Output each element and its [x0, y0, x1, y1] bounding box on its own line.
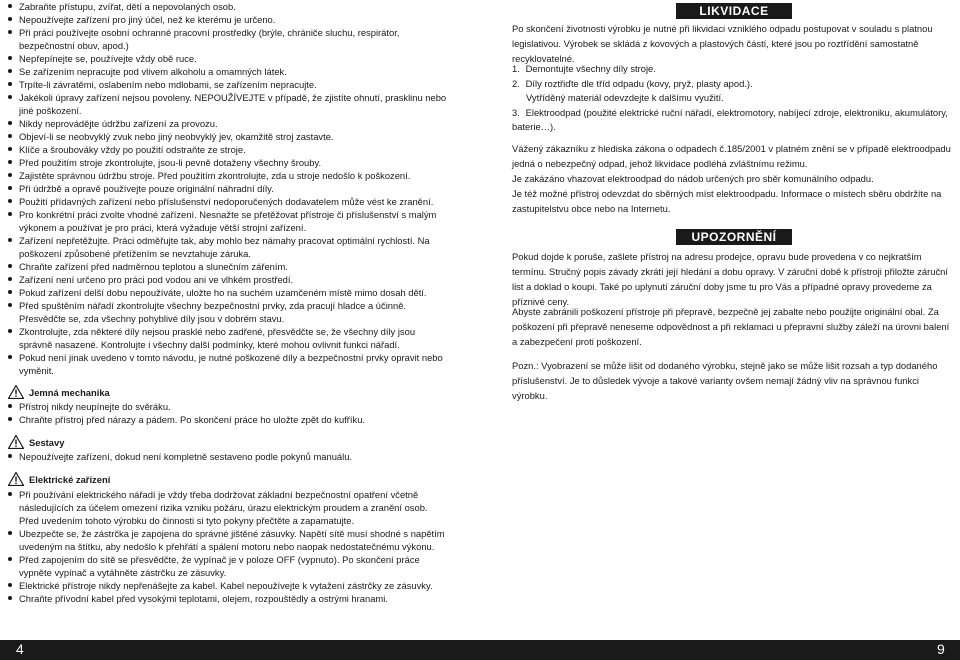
warning-triangle-icon [8, 472, 24, 486]
notice-p2 [512, 304, 952, 349]
electrical-block [8, 488, 448, 605]
list-item-text: Nepřepínejte se, používejte vždy obě ruce. [19, 53, 197, 64]
safety-column [8, 0, 448, 377]
step-text: Díly roztřiďte dle tříd odpadu (kovy, pryž, plasty apod.). [525, 77, 753, 89]
list-item-text: Při práci používejte osobní ochranné pracovní prostředky (brýle, chrániče sluchu, respirátor, bezpečnostní obuv, apod.) [19, 27, 400, 51]
notice-p1 [512, 249, 952, 309]
bullet-icon [8, 596, 12, 600]
bullet-icon [8, 4, 12, 8]
list-item [8, 351, 448, 377]
list-item-text: Chraňte přístroj před nárazy a pádem. Po skončení práce ho uložte zpět do kufříku. [19, 414, 366, 425]
disposal-steps [512, 62, 952, 135]
electrical-list [8, 488, 448, 605]
list-item-text: Klíče a šroubováky vždy po použití odstraňte ze stroje. [19, 144, 246, 155]
bullet-icon [8, 454, 12, 458]
list-item [8, 91, 448, 117]
list-item-text: Pokud zařízení delší dobu nepoužíváte, uložte ho na suchém uzamčeném místě mimo dosah dětí. [19, 287, 427, 298]
list-item [8, 579, 448, 592]
assembly-block [8, 450, 448, 463]
electrical-title: Elektrické zařízení [29, 473, 111, 485]
list-item [8, 273, 448, 286]
law-paragraph: Vážený zákazníku z hlediska zákona o odpadech č.185/2001 v platném znění se v případě elektroodpadu jedná o nebezpečný odpad, jehož likvidace podléhá zvláštnímu režimu. [512, 143, 951, 169]
bullet-icon [8, 69, 12, 73]
bullet-icon [8, 264, 12, 268]
bullet-icon [8, 160, 12, 164]
warning-triangle-icon [8, 385, 24, 399]
bullet-icon [8, 492, 12, 496]
list-item-text: Nepoužívejte zařízení, dokud není kompletně sestaveno podle pokynů manuálu. [19, 451, 353, 462]
list-item [8, 450, 448, 463]
list-item [8, 400, 448, 413]
disposal-law [512, 141, 952, 216]
disposal-banner: LIKVIDACE [676, 3, 792, 19]
list-item [8, 208, 448, 234]
list-item [8, 488, 448, 527]
list-item [8, 325, 448, 351]
step-text: Elektroodpad (použité elektrické ruční nářadí, elektromotory, nabíjecí zdroje, elektroniku, akumulátory, baterie…). [512, 106, 948, 132]
step-item [512, 106, 952, 135]
list-item-text: Jakékoli úpravy zařízení nejsou povoleny. NEPOUŽÍVEJTE v případě, že zjistíte ohnutí, prasklinu nebo jiné poškození. [19, 92, 447, 116]
list-item [8, 52, 448, 65]
list-item [8, 592, 448, 605]
bullet-icon [8, 557, 12, 561]
bullet-icon [8, 290, 12, 294]
page-number-right: 9 [937, 641, 945, 657]
list-item-text: Pro konkrétní práci zvolte vhodné zařízení. Nesnažte se přetěžovat přístroje či příslušenství s malým výkonem a používat je pro práci, která vyžaduje větší strojní zařízení. [19, 209, 437, 233]
list-item [8, 65, 448, 78]
list-item-text: Se zařízením nepracujte pod vlivem alkoholu a omamných látek. [19, 66, 287, 77]
list-item [8, 234, 448, 260]
list-item-text: Zkontrolujte, zda některé díly nejsou prasklé nebo zadřené, přesvědčte se, že všechny díly jsou správně nasazené. Kontrolujte i všechny další podmínky, které mohou ovlivnit funkci nářadí. [19, 326, 416, 350]
disposal-intro [512, 21, 952, 66]
bullet-icon [8, 134, 12, 138]
mechanics-list [8, 400, 448, 426]
list-item [8, 0, 448, 13]
list-item [8, 553, 448, 579]
bullet-icon [8, 30, 12, 34]
step-number: 1. [512, 63, 520, 74]
warning-triangle-icon [8, 435, 24, 449]
list-item-text: Pokud není jinak uvedeno v tomto návodu, je nutné poškozené díly a bezpečnostní prvky opravit nebo vyměnit. [19, 352, 443, 376]
assembly-title: Sestavy [29, 436, 65, 448]
list-item [8, 413, 448, 426]
bullet-icon [8, 147, 12, 151]
notice-p3-text: Pozn.: Vyobrazení se může lišit od dodaného výrobku, stejně jako se může lišit rozsah a typ dodaného příslušenství. Je to důsledek vývoje a takové varianty ovšem nemají žádný vliv na správnou funkci výrobku. [512, 360, 938, 401]
list-item [8, 286, 448, 299]
list-item [8, 117, 448, 130]
notice-p3 [512, 358, 952, 403]
bullet-icon [8, 173, 12, 177]
list-item [8, 182, 448, 195]
list-item-text: Zařízení není určeno pro práci pod vodou ani ve vlhkém prostředí. [19, 274, 294, 285]
mechanics-heading [8, 385, 110, 399]
list-item [8, 195, 448, 208]
list-item-text: Chraňte přívodní kabel před vysokými teplotami, olejem, rozpouštědly a ostrými hranami. [19, 593, 388, 604]
list-item-text: Nikdy neprovádějte údržbu zařízení za provozu. [19, 118, 218, 129]
list-item-text: Před spuštěním nářadí zkontrolujte všechny bezpečnostní prvky, zda pracují hladce a účinně. Přesvědčte se, zda všechny pohyblivé díly jsou v dobrém stavu. [19, 300, 407, 324]
bullet-icon [8, 355, 12, 359]
bullet-icon [8, 531, 12, 535]
page-footer [0, 640, 960, 660]
list-item-text: Ubezpečte se, že zástrčka je zapojena do správné jištěné zásuvky. Napětí sítě musí shodné s napětím uvedeným na štítku, aby nedošlo k přehřátí a spálení motoru nebo naopak nedostatečnému výkonu. [19, 528, 445, 552]
page-number-left: 4 [16, 641, 24, 657]
notice-p1-text: Pokud dojde k poruše, zašlete přístroj na adresu prodejce, opravu bude provedena v co nejkratším termínu. Stručný popis závady zkrátí její hledání a dobu opravy. V záruční době k přístroji přiložte záruční list a doklad o koupi. Také po uplynutí záruční doby jsme tu pro Vás a případné opravy provedeme za příznivé ceny. [512, 251, 948, 307]
step-text: Demontujte všechny díly stroje. [525, 63, 656, 74]
list-item-text: Zajistěte správnou údržbu stroje. Před použitím zkontrolujte, zda u stroje nedošlo k poškození. [19, 170, 411, 181]
list-item [8, 26, 448, 52]
bullet-icon [8, 56, 12, 60]
list-item [8, 527, 448, 553]
disposal-intro-text: Po skončení životnosti výrobku je nutné při likvidaci vzniklého odpadu postupovat v souladu s platnou legislativou. Výrobek se skládá z kovových a plastových částí, které jsou po roztřídění samostatně recyklovatelné. [512, 23, 933, 64]
list-item-text: Zabraňte přístupu, zvířat, dětí a nepovolaných osob. [19, 1, 236, 12]
bullet-icon [8, 212, 12, 216]
bullet-icon [8, 186, 12, 190]
bullet-icon [8, 417, 12, 421]
list-item [8, 78, 448, 91]
list-item-text: Zařízení nepřetěžujte. Práci odměřujte tak, aby mohlo bez námahy pracovat optimální rychlostí. Na poškození způsobené přetížením se nevztahuje záruka. [19, 235, 430, 259]
list-item-text: Před zapojením do sítě se přesvědčte, že vypínač je v poloze OFF (vypnuto). Po skončení práce vypněte vypínač a vytáhněte zástrčku ze zásuvky. [19, 554, 420, 578]
bullet-icon [8, 583, 12, 587]
list-item-text: Objeví-li se neobvyklý zvuk nebo jiný neobvyklý jev, okamžitě stroj zastavte. [19, 131, 334, 142]
list-item [8, 130, 448, 143]
bullet-icon [8, 404, 12, 408]
list-item-text: Použití přídavných zařízení nebo příslušenství nedoporučených dodavatelem může vést ke zranění. [19, 196, 434, 207]
assembly-list [8, 450, 448, 463]
step-item [512, 62, 952, 77]
list-item [8, 143, 448, 156]
law-paragraph: Je zakázáno vhazovat elektroodpad do nádob určených pro sběr komunálního odpadu. [512, 173, 874, 184]
mechanics-title: Jemná mechanika [29, 386, 110, 398]
list-item [8, 169, 448, 182]
step-number: 2. [512, 77, 520, 89]
list-item [8, 156, 448, 169]
electrical-heading [8, 472, 110, 486]
list-item-text: Elektrické přístroje nikdy nepřenášejte za kabel. Kabel nepoužívejte k vytažení zástrčky ze zásuvky. [19, 580, 433, 591]
law-paragraph: Je též možné přístroj odevzdat do sběrných míst elektroodpadu. Informace o místech sběru obdržíte na zastupitelstvu obce nebo na Internetu. [512, 188, 942, 214]
bullet-icon [8, 199, 12, 203]
list-item-text: Při údržbě a opravě používejte pouze originální náhradní díly. [19, 183, 274, 194]
general-safety-list [8, 0, 448, 377]
notice-p2-text: Abyste zabránili poškození přístroje při přepravě, bezpečně jej zabalte nebo použijte originální obal. Za poškození při přepravě neneseme odpovědnost a při reklamaci u přepravní služby záleží na úrovni balení a zabezpečení proti poškození. [512, 306, 950, 347]
list-item-text: Před použitím stroje zkontrolujte, jsou-li pevně dotaženy všechny šrouby. [19, 157, 322, 168]
list-item-text: Trpíte-li závratěmi, oslabením nebo mdlobami, se zařízením nepracujte. [19, 79, 317, 90]
list-item-text: Přístroj nikdy neupínejte do svěráku. [19, 401, 171, 412]
list-item [8, 299, 448, 325]
bullet-icon [8, 303, 12, 307]
bullet-icon [8, 277, 12, 281]
list-item-text: Nepoužívejte zařízení pro jiný účel, než ke kterému je určeno. [19, 14, 276, 25]
list-item [8, 13, 448, 26]
bullet-icon [8, 121, 12, 125]
bullet-icon [8, 329, 12, 333]
bullet-icon [8, 82, 12, 86]
list-item-text: Při používání elektrického nářadí je vždy třeba dodržovat základní bezpečnostní opatření včetně následujících za účelem omezení rizika vzniku požáru, úrazu elektrickým proudem a zranění osob. Před uvedením tohoto výrobku do činnosti si tyto pokyny přečtěte a zapamatujte. [19, 489, 428, 526]
step-continuation: Vytříděný materiál odevzdejte k dalšímu využití. [526, 92, 724, 103]
bullet-icon [8, 17, 12, 21]
list-item-text: Chraňte zařízení před nadměrnou teplotou a slunečním zářením. [19, 261, 288, 272]
notice-banner: UPOZORNĚNÍ [676, 229, 792, 245]
mechanics-block [8, 400, 448, 426]
step-number: 3. [512, 106, 520, 118]
list-item [8, 260, 448, 273]
bullet-icon [8, 95, 12, 99]
assembly-heading [8, 435, 64, 449]
step-item [512, 77, 952, 106]
bullet-icon [8, 238, 12, 242]
